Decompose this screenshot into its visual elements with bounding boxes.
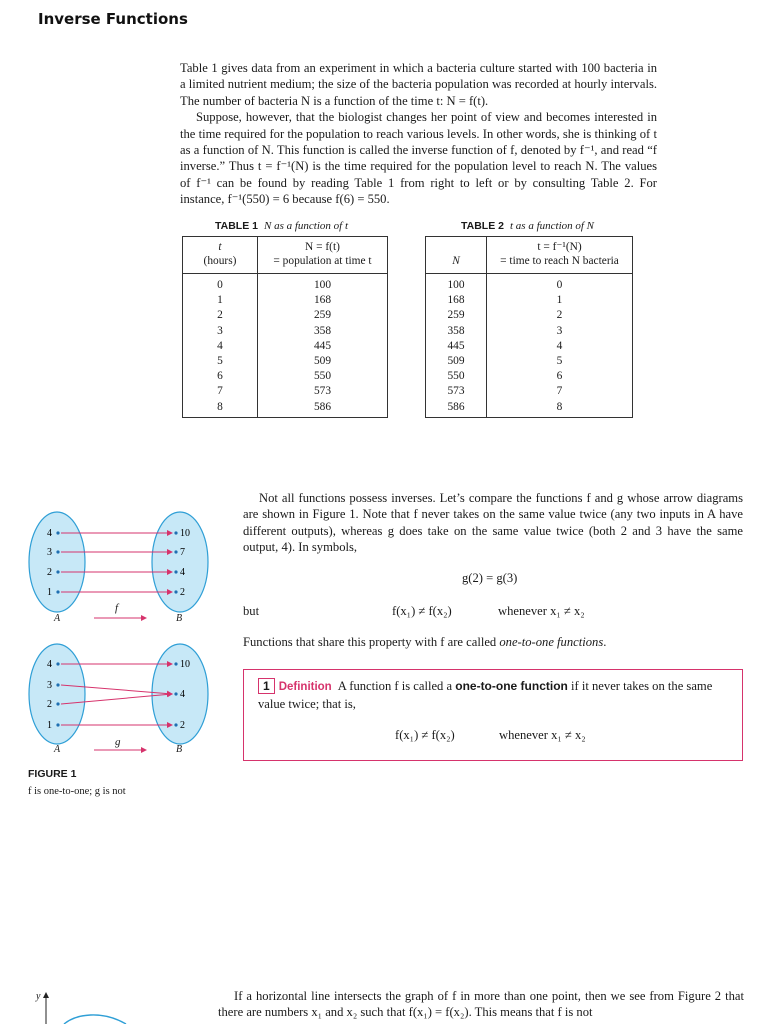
definition-text	[258, 678, 730, 713]
table1-row	[183, 354, 388, 369]
section2-text	[243, 490, 743, 556]
figure2-y-label: y	[36, 991, 41, 1002]
table1-col1-cell: 2	[183, 308, 258, 323]
output-dot	[174, 531, 177, 534]
definition-box	[243, 669, 743, 761]
figure1-label: FIGURE 1	[28, 768, 77, 780]
figure1-caption: f is one-to-one; g is not	[28, 786, 126, 797]
table1-col2-header-line1: N = f(t)	[305, 241, 340, 253]
table1-caption-text: N as a function of t	[263, 220, 349, 232]
input-dot	[56, 531, 59, 534]
table1-col2-cell: 100	[258, 274, 388, 294]
definition-whenever: whenever x₁ ≠ x₂	[499, 728, 586, 742]
definition-equation: f(x₁) ≠ f(x₂)	[395, 728, 455, 742]
table1-col2-cell: 168	[258, 293, 388, 308]
figure2-curve	[64, 1015, 126, 1024]
table1-col2-header	[258, 237, 388, 274]
input-value: 1	[47, 587, 52, 598]
table2-row	[426, 384, 633, 399]
output-value: 7	[180, 547, 185, 558]
table2-col1-cell: 100	[426, 274, 487, 294]
table2-col1-cell: 586	[426, 400, 487, 418]
table2-col1-cell: 509	[426, 354, 487, 369]
table2-col1-cell: 445	[426, 339, 487, 354]
table1-col1-cell: 7	[183, 384, 258, 399]
page-title: Inverse Functions	[38, 10, 188, 28]
table1-col1-cell: 4	[183, 339, 258, 354]
table2-col2-header-line1: t = f⁻¹(N)	[537, 241, 582, 253]
figure2-y-axis-arrowhead	[43, 992, 49, 998]
table1-col1-cell: 1	[183, 293, 258, 308]
one-to-one-post: .	[603, 635, 607, 649]
one-to-one-pre: Functions that share this property with f are called	[243, 635, 500, 649]
table2-row	[426, 308, 633, 323]
intro-paragraph-2: Suppose, however, that the biologist changes her point of view and becomes interested in the time required for the population to reach various levels. In other words, she is thinking of t as a function of N. This function is called the inverse function of f, denoted by f⁻¹, and read “f inverse.” Thus t = f⁻¹(N) is the time required for the population level to reach N. The values of f⁻¹ can be found by reading Table 1 from right to left or by consulting Table 2. For instance, f⁻¹(550) = 6 because f(6) = 550.	[180, 110, 657, 207]
table1-col2-cell: 586	[258, 400, 388, 418]
output-dot	[174, 570, 177, 573]
one-to-one-sentence	[243, 635, 606, 650]
table1-row	[183, 274, 388, 294]
output-dot	[174, 723, 177, 726]
set-a-top	[29, 512, 85, 612]
input-dot	[56, 662, 59, 665]
table2-row	[426, 400, 633, 418]
figure1-diagram	[20, 500, 220, 760]
table1-col1-cell: 3	[183, 324, 258, 339]
section3-text	[218, 988, 744, 1021]
table2-row	[426, 274, 633, 294]
table2-col1-cell: 259	[426, 308, 487, 323]
table2-col2-header-line2: = time to reach N bacteria	[500, 255, 619, 267]
table1-col2-cell: 509	[258, 354, 388, 369]
f-label: f	[115, 602, 119, 614]
table2-col2-cell: 3	[487, 324, 633, 339]
table1	[182, 236, 388, 418]
input-value: 2	[47, 567, 52, 578]
output-dot	[174, 662, 177, 665]
output-value: 10	[180, 528, 190, 539]
input-dot	[56, 702, 59, 705]
input-value: 4	[47, 528, 52, 539]
table2-col1-cell: 550	[426, 369, 487, 384]
table2-col2-cell: 2	[487, 308, 633, 323]
output-value: 10	[180, 659, 190, 670]
table2-row	[426, 324, 633, 339]
table2-label: TABLE 2	[461, 220, 504, 232]
output-value: 2	[180, 587, 185, 598]
table1-row	[183, 384, 388, 399]
definition-number: 1	[258, 678, 275, 694]
definition-pre: A function f is called a	[337, 679, 456, 693]
table2-col1-cell: 358	[426, 324, 487, 339]
equation-g2-g3: g(2) = g(3)	[462, 571, 518, 585]
table2-col1-header	[426, 237, 487, 274]
table2-row	[426, 354, 633, 369]
table1-caption	[215, 220, 348, 232]
input-dot	[56, 550, 59, 553]
equation-fx1-fx2: f(x₁) ≠ f(x₂)	[392, 604, 452, 618]
one-to-one-term: one-to-one functions	[499, 635, 604, 649]
table1-col2-cell: 573	[258, 384, 388, 399]
input-value: 3	[47, 547, 52, 558]
input-value: 1	[47, 720, 52, 731]
table1-col1-header-line2: (hours)	[203, 255, 237, 267]
output-dot	[174, 692, 177, 695]
table1-col1-header	[183, 237, 258, 274]
table2-col2-header	[487, 237, 633, 274]
set-b-bottom-label: B	[176, 744, 183, 755]
table2-caption	[461, 220, 594, 232]
output-value: 2	[180, 720, 185, 731]
table2-col2-cell: 8	[487, 400, 633, 418]
section3-paragraph: If a horizontal line intersects the graph of f in more than one point, then we see from Figure 2 that there are numbers x₁ and x₂ such that f(x₁) = f(x₂). This means that f is not	[218, 989, 744, 1020]
table2-row	[426, 293, 633, 308]
definition-term: one-to-one function	[455, 679, 568, 693]
section2-paragraph: Not all functions possess inverses. Let’s compare the functions f and g whose arrow diagrams are shown in Figure 1. Note that f never takes on the same value twice (any two inputs in A have different outputs), whereas g does take on the same value twice (both 2 and 3 have the same output, 4). In symbols,	[243, 491, 743, 555]
output-value: 4	[180, 689, 185, 700]
output-dot	[174, 550, 177, 553]
table2-col1-cell: 168	[426, 293, 487, 308]
table1-col2-header-line2: = population at time t	[273, 255, 372, 267]
table2-col1-cell: 573	[426, 384, 487, 399]
definition-post: if it never takes on the same value twice; that is,	[258, 679, 713, 711]
table1-col2-cell: 259	[258, 308, 388, 323]
input-value: 4	[47, 659, 52, 670]
table2-row	[426, 339, 633, 354]
table1-row	[183, 400, 388, 418]
table2-col2-cell: 1	[487, 293, 633, 308]
whenever-clause: whenever x₁ ≠ x₂	[498, 604, 585, 618]
table1-col2-cell: 358	[258, 324, 388, 339]
table1-col1-cell: 5	[183, 354, 258, 369]
table2-col2-cell: 5	[487, 354, 633, 369]
table1-col1-cell: 8	[183, 400, 258, 418]
table2-col2-cell: 0	[487, 274, 633, 294]
table1-col1-cell: 0	[183, 274, 258, 294]
table1-col2-cell: 445	[258, 339, 388, 354]
intro-text	[180, 60, 657, 208]
table2-row	[426, 369, 633, 384]
input-dot	[56, 723, 59, 726]
table2-col2-cell: 6	[487, 369, 633, 384]
table1-label: TABLE 1	[215, 220, 258, 232]
table1-col1-cell: 6	[183, 369, 258, 384]
set-a-bottom-label: A	[54, 744, 61, 755]
input-dot	[56, 570, 59, 573]
input-value: 2	[47, 699, 52, 710]
table2-col1-header-text: N	[452, 255, 460, 267]
table1-row	[183, 369, 388, 384]
table1-col1-header-line1: t	[218, 241, 222, 253]
table2-col2-cell: 7	[487, 384, 633, 399]
table1-row	[183, 293, 388, 308]
definition-label: Definition	[278, 681, 332, 693]
input-dot	[56, 590, 59, 593]
output-value: 4	[180, 567, 185, 578]
table2-col2-cell: 4	[487, 339, 633, 354]
input-value: 3	[47, 680, 52, 691]
intro-paragraph-1: Table 1 gives data from an experiment in which a bacteria culture started with 100 bacteria in a limited nutrient medium; the size of the bacteria population was recorded at hourly intervals. The number of bacteria N is a function of the time t: N = f(t).	[180, 61, 657, 108]
table1-row	[183, 339, 388, 354]
table2	[425, 236, 633, 418]
table2-caption-text: t as a function of N	[509, 220, 595, 232]
set-a-bottom	[29, 644, 85, 744]
table1-col2-cell: 550	[258, 369, 388, 384]
g-label: g	[115, 736, 121, 748]
but-word: but	[243, 604, 260, 618]
output-dot	[174, 590, 177, 593]
set-b-top-label: B	[176, 613, 183, 624]
figure2-partial	[30, 990, 170, 1024]
set-a-top-label: A	[54, 613, 61, 624]
table1-row	[183, 308, 388, 323]
table1-row	[183, 324, 388, 339]
input-dot	[56, 683, 59, 686]
